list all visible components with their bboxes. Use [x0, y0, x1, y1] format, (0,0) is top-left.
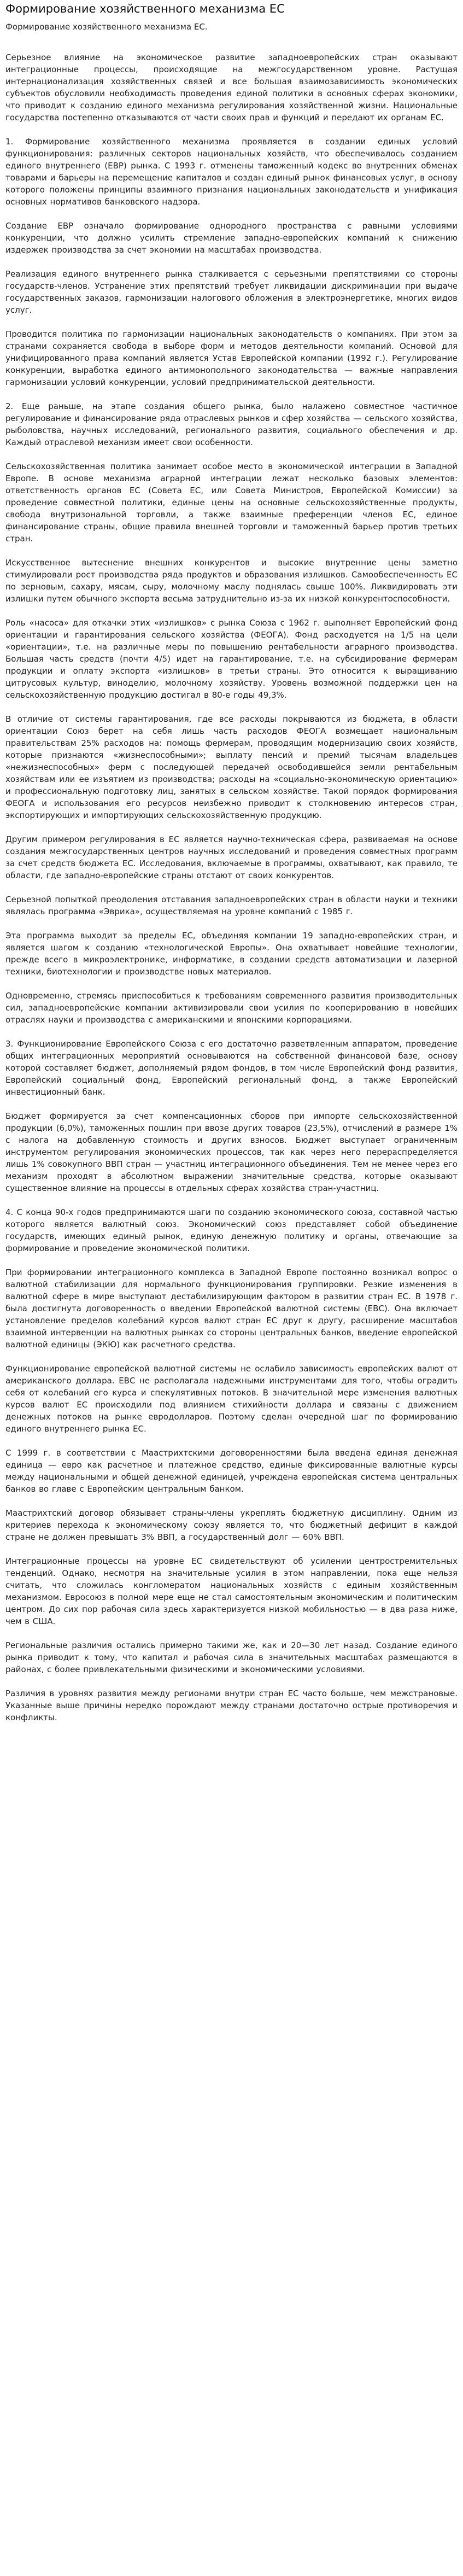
paragraph: 1. Формирование хозяйственного механизма проявляется в создании единых условий функционирования: различных секторов национальных хозяйств, что обеспечивалось созданием единого внутреннего (ЕВР) рынка. С 1993 г. отменены таможенный кодекс во внутренних обменах товарами и барьеры на перемещение капиталов и создан единый рынок финансовых услуг, в основу которого положены принципы взаимного признания национальных законодательств и унификация основных нормативов банковского надзора. — [5, 137, 458, 207]
paragraph: Создание ЕВР означало формирование однородного пространства с равными условиями конкуренции, что должно усилить стремление западно-европейских компаний к снижению издержек производства за счет экономии на масштабах производства. — [5, 221, 458, 255]
paragraph: Региональные различия остались примерно такими же, как и 20—30 лет назад. Создание единого рынка приводит к тому, что капитал и рабочая сила в значительных масштабах размещаются в районах, с более привлекательными физическими и экономическими условиями. — [5, 1640, 458, 1674]
paragraph: 4. С конца 90-х годов предпринимаются шаги по созданию экономического союза, составной частью которого является валютный союз. Экономический союз представляет собой объединение государств, имеющих единый рынок, единую денежную политику и органы, отвечающие за формирование и проведение экономической политики. — [5, 1207, 458, 1253]
paragraph: Проводится политика по гармонизации национальных законодательств о компаниях. При этом за странами сохраняется свобода в выборе форм и методов деятельности компаний. Основой для унифицированного права компаний является Устав Европейской компании (1992 г.). Регулирование конкуренции, выработка единого антимонопольного законодательства — важные направления гармонизации условий конкуренции, условий предпринимательской деятельности. — [5, 329, 458, 387]
paragraph: Роль «насоса» для откачки этих «излишков» с рынка Союза с 1962 г. выполняет Европейский фонд ориентации и гарантирования сельского хозяйства (ФЕОГА). Фонд расходуется на 1/5 на цели «ориентации», т.е. на различные меры по повышению рентабельности аграрного производства. Большая часть средств (почти 4/5) идет на гарантирование, т.е. на субсидирование фермерам продукции и оплату экспорта «излишков» в третьи страны. Это относится к выращиванию цитрусовых культур, виноделию, молочному хозяйству. Уровень возможной поддержки цен на сельскохозяйственную продукцию достигал в 80-е годы 49,3%. — [5, 618, 458, 700]
paragraph: Различия в уровнях развития между регионами внутри стран ЕС часто больше, чем межстрановые. Указанные выше причины нередко порождают между странами достаточно острые противоречия и конфликты. — [5, 1689, 458, 1722]
paragraph: Бюджет формируется за счет компенсационных сборов при импорте сельскохозяйственной продукции (6,0%), таможенных пошлин при ввозе других товаров (23,5%), отчислений в размере 1% с налога на добавленную стоимость и других взносов. Бюджет выступает ограниченным инструментом регулирования экономических процессов, так как через него перераспределяется лишь 1% совокупного ВВП стран — участниц интеграционного объединения. Тем не менее через его механизм проходят в абсолютном выражении значительные средства, которые оказывают существенное влияние на процессы в отдельных сферах хозяйства стран-участниц. — [5, 1111, 458, 1193]
paragraph: Другим примером регулирования в ЕС является научно-техническая сфера, развиваемая на основе создания межгосударственных центров научных исследований и проведения совместных программ за счет средств бюджета ЕС. Исследования, включаемые в программы, охватывают, как правило, те области, где западно-европейские страны отстают от своих конкурентов. — [5, 834, 458, 880]
paragraph: 3. Функционирование Европейского Союза с его достаточно разветвленным аппаратом, проведение общих интеграционных мероприятий основываются на собственной финансовой базе, основу которой составляет бюджет, дополняемый рядом фондов, в том числе Европейский фонд развития, Европейский социальный фонд, Европейский региональный фонд, а также Европейский инвестиционный банк. — [5, 1039, 458, 1097]
paragraph: При формировании интеграционного комплекса в Западной Европе постоянно возникал вопрос о валютной стабилизации для нормального функционирования группировки. Резкие изменения в валютной сфере в мире выступают дестабилизирующим фактором в развитии стран ЕС. В 1978 г. была достигнута договоренность о введении Европейской валютной системы (ЕВС). Она включает установление пределов колебаний курсов валют стран ЕС друг к другу, расширение масштабов взаимной интервенции на валютных рынках со стороны центральных банков, введение европейской валютной единицы (ЭКЮ) как расчетного средства. — [5, 1267, 458, 1350]
paragraph: Реализация единого внутреннего рынка сталкивается с серьезными препятствиями со стороны государств-членов. Устранение этих препятствий требует ликвидации дискриминации при выдаче государственных заказов, гармонизации налогового обложения в электроэнергетике, многих видов услуг. — [5, 269, 458, 315]
paragraph: 2. Еще раньше, на этапе создания общего рынка, было налажено совместное частичное регулирование и финансирование ряда отраслевых рынков и сфер хозяйства — сельского хозяйства, рыболовства, научных исследований, регионального развития, социального обеспечения и др. Каждый отраслевой механизм имеет свои особенности. — [5, 401, 458, 447]
paragraph: В отличие от системы гарантирования, где все расходы покрываются из бюджета, в области ориентации Союз берет на себя лишь часть расходов ФЕОГА возмещает национальным правительствам 25% расходов на: помощь фермерам, проводящим модернизацию своих хозяйств, которые признаются «жизнеспособными»; выплату пенсий и премий тысячам владельцев «нежизнеспособных» ферм с последующей передачей освободившейся земли рентабельным хозяйствам или ее изъятием из производства; расходы на «социально-экономическую ориентацию» и профессиональную подготовку лиц, занятых в сельском хозяйстве. Такой порядок формирования ФЕОГА и использования его ресурсов неизбежно приводит к столкновению интересов стран, экспортирующих и импортирующих сельскохозяйственную продукцию. — [5, 714, 458, 820]
paragraph: С 1999 г. в соответствии с Маастрихтскими договоренностями была введена единая денежная единица — евро как расчетное и платежное средство, единые фиксированные валютные курсы между национальными и общей денежной единицей, учреждена европейская система центральных банков во главе с Европейским центральным банком. — [5, 1448, 458, 1494]
article-body — [5, 51, 458, 1724]
paragraph: Интеграционные процессы на уровне ЕС свидетельствуют об усилении центростремительных тенденций. Однако, несмотря на значительные усилия в этом направлении, пока еще нельзя считать, что сложилась конгломератом национальных хозяйств с единым хозяйственным механизмом. Евросоюз в полной мере еще не стал самостоятельным экономическим и политическим центром. До сих пор рабочая сила здесь характеризуется низкой мобильностью — в два раза ниже, чем в США. — [5, 1556, 458, 1626]
paragraph: Сельскохозяйственная политика занимает особое место в экономической интеграции в Западной Европе. В основе механизма аграрной интеграции лежат несколько базовых элементов: ответственность органов ЕС (Совета ЕС, или Совета Министров, Европейской Комиссии) за проведение совместной политики, единые цены на основные сельскохозяйственные продукты, свобода внутризональной торговли, а также взаимные преференции членов ЕС, единое финансирование страны, общие правила внешней торговли и таможенный барьер против третьих стран. — [5, 462, 458, 544]
paragraph: Функционирование европейской валютной системы не ослабило зависимость европейских валют от американского доллара. ЕВС не располагала надежными инструментами для того, чтобы оградить себя от колебаний его курса и спекулятивных потоков. В значительной мере изменения валютных курсов валют ЕС происходили под влиянием стихийности доллара и связаны с движением денежных потоков на рынке евродолларов. Поэтому сделан очередной шаг по формированию единого внутреннего рынка ЕС. — [5, 1364, 458, 1434]
article — [0, 1, 463, 1742]
paragraph: Искусственное вытеснение внешних конкурентов и высокие внутренние цены заметно стимулировали рост производства ряда продуктов и образования излишков. Самообеспеченность ЕС по зерновым, сахару, мясам, сыру, молочному маслу поднялась свыше 100%. Ликвидировать эти излишки путем обычного экспорта весьма затруднительно из-за их низкой конкурентоспособности. — [5, 558, 458, 604]
paragraph: Маастрихтский договор обязывает страны-члены укреплять бюджетную дисциплину. Одним из критериев перехода к экономическому союзу является то, что бюджетный дефицит в каждой стране не должен превышать 3% ВВП, а государственный долг — 60% ВВП. — [5, 1508, 458, 1542]
paragraph: Серьезной попыткой преодоления отставания западноевропейских стран в области науки и техники являлась программа «Эврика», осуществляемая на уровне компаний с 1985 г. — [5, 895, 458, 916]
paragraph: Серьезное влияние на экономическое развитие западноевропейских стран оказывают интеграционные процессы, происходящие на межгосударственном уровне. Растущая интернационализация хозяйственных связей и все большая взаимозависимость экономических субъектов обусловили необходимость проведения единой политики в основных сферах экономики, что приводит к созданию единого механизма регулирования хозяйственной жизни. Национальные государства постепенно отказываются от части своих прав и функций и передают их органам ЕС. — [5, 52, 458, 122]
article-subtitle: Формирование хозяйственного механизма ЕС. — [5, 22, 208, 32]
paragraph: Одновременно, стремясь приспособиться к требованиям современного развития производительных сил, западноевропейские компании активизировали свои усилия по кооперированию в новейших отраслях науки и производства с американскими и японскими корпорациями. — [5, 991, 458, 1025]
page-title: Формирование хозяйственного механизма ЕС — [5, 2, 285, 15]
paragraph: Эта программа выходит за пределы ЕС, объединяя компании 19 западно-европейских стран, и является шагом к созданию «технологической Европы». Она охватывает новейшие технологии, прежде всего в микроэлектронике, информатике, в создании средств автоматизации и лазерной техники, биотехнологии и производстве новых материалов. — [5, 931, 458, 977]
